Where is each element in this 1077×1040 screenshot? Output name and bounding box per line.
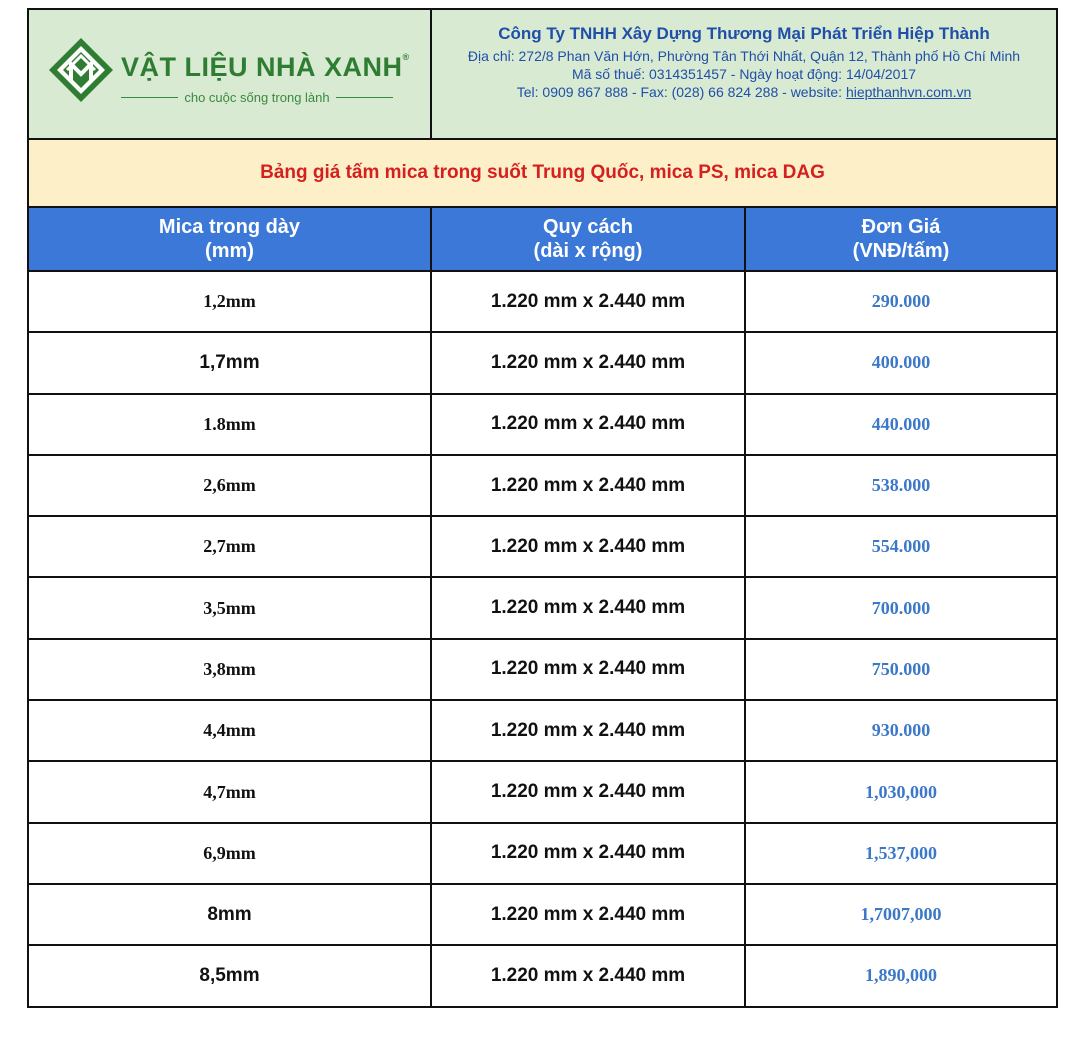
table-row xyxy=(29,395,1056,456)
spec-cell: 1.220 mm x 2.440 mm xyxy=(432,946,746,1005)
table-row xyxy=(29,946,1056,1005)
brand-name xyxy=(121,52,410,83)
column-header-thickness xyxy=(29,208,432,270)
spec-cell: 1.220 mm x 2.440 mm xyxy=(432,395,746,454)
spec-cell: 1.220 mm x 2.440 mm xyxy=(432,517,746,576)
spec-cell: 1.220 mm x 2.440 mm xyxy=(432,701,746,760)
table-body xyxy=(29,272,1056,1006)
thickness-cell: 1,7mm xyxy=(29,333,432,392)
column-header-spec-line1: Quy cách xyxy=(542,216,634,238)
company-address: Địa chỉ: 272/8 Phan Văn Hớn, Phường Tân Thới Nhất, Quận 12, Thành phố Hồ Chí Minh xyxy=(467,48,1021,64)
table-row xyxy=(29,272,1056,333)
thickness-cell: 3,8mm xyxy=(29,640,432,699)
column-header-thickness-line1: Mica trong dày xyxy=(158,216,301,238)
thickness-cell: 8,5mm xyxy=(29,946,432,1005)
table-row xyxy=(29,701,1056,762)
brand-name-text: VẬT LIỆU NHÀ XANH xyxy=(121,52,403,82)
company-tax-info: Mã số thuế: 0314351457 - Ngày hoạt động: 14/04/2017 xyxy=(571,66,917,82)
contact-text: Tel: 0909 867 888 - Fax: (028) 66 824 288 - website: xyxy=(516,84,846,100)
table-row xyxy=(29,824,1056,885)
spec-cell: 1.220 mm x 2.440 mm xyxy=(432,272,746,331)
column-header-row xyxy=(29,208,1056,272)
price-cell: 750.000 xyxy=(871,658,931,679)
column-header-spec xyxy=(432,208,746,270)
spec-cell: 1.220 mm x 2.440 mm xyxy=(432,762,746,821)
table-row xyxy=(29,578,1056,639)
company-contact xyxy=(432,83,1056,101)
thickness-cell: 6,9mm xyxy=(29,824,432,883)
table-title: Bảng giá tấm mica trong suốt Trung Quốc, mica PS, mica DAG xyxy=(260,162,825,183)
house-logo-icon xyxy=(47,36,115,104)
price-cell: 1,537,000 xyxy=(865,842,937,863)
price-cell: 700.000 xyxy=(871,597,931,618)
registered-mark: ® xyxy=(402,52,410,62)
slogan-text: cho cuộc sống trong lành xyxy=(184,90,330,105)
price-cell: 400.000 xyxy=(871,352,931,373)
title-row xyxy=(29,140,1056,208)
website-link[interactable]: hiepthanhvn.com.vn xyxy=(845,84,972,100)
spec-cell: 1.220 mm x 2.440 mm xyxy=(432,578,746,637)
price-cell: 290.000 xyxy=(871,291,931,312)
price-cell: 1,7007,000 xyxy=(860,904,942,925)
thickness-cell: 1.8mm xyxy=(29,395,432,454)
slogan-rule-left xyxy=(121,97,178,98)
spec-cell: 1.220 mm x 2.440 mm xyxy=(432,824,746,883)
table-row xyxy=(29,885,1056,946)
header-row xyxy=(29,10,1056,140)
thickness-cell: 3,5mm xyxy=(29,578,432,637)
table-row xyxy=(29,762,1056,823)
column-header-price-line2: (VNĐ/tấm) xyxy=(852,240,950,262)
table-row xyxy=(29,456,1056,517)
spec-cell: 1.220 mm x 2.440 mm xyxy=(432,640,746,699)
price-cell: 554.000 xyxy=(871,536,931,557)
company-name: Công Ty TNHH Xây Dựng Thương Mại Phát Triển Hiệp Thành xyxy=(498,24,990,43)
column-header-thickness-line2: (mm) xyxy=(205,240,254,262)
column-header-price-line1: Đơn Giá xyxy=(861,216,941,238)
spec-cell: 1.220 mm x 2.440 mm xyxy=(432,885,746,944)
thickness-cell: 8mm xyxy=(29,885,432,944)
spec-cell: 1.220 mm x 2.440 mm xyxy=(432,333,746,392)
column-header-spec-line2: (dài x rộng) xyxy=(533,240,643,262)
spec-cell: 1.220 mm x 2.440 mm xyxy=(432,456,746,515)
price-cell: 538.000 xyxy=(871,475,931,496)
slogan-rule-right xyxy=(336,97,393,98)
thickness-cell: 4,7mm xyxy=(29,762,432,821)
table-row xyxy=(29,333,1056,394)
table-row xyxy=(29,517,1056,578)
price-sheet xyxy=(27,8,1058,1008)
slogan xyxy=(121,90,393,105)
thickness-cell: 2,7mm xyxy=(29,517,432,576)
price-cell: 1,890,000 xyxy=(865,965,937,986)
table-row xyxy=(29,640,1056,701)
thickness-cell: 2,6mm xyxy=(29,456,432,515)
company-info xyxy=(432,10,1056,138)
price-cell: 440.000 xyxy=(871,413,931,434)
price-cell: 930.000 xyxy=(871,720,931,741)
thickness-cell: 4,4mm xyxy=(29,701,432,760)
price-cell: 1,030,000 xyxy=(865,781,937,802)
thickness-cell: 1,2mm xyxy=(29,272,432,331)
column-header-price xyxy=(746,208,1056,270)
logo-cell xyxy=(29,10,432,138)
